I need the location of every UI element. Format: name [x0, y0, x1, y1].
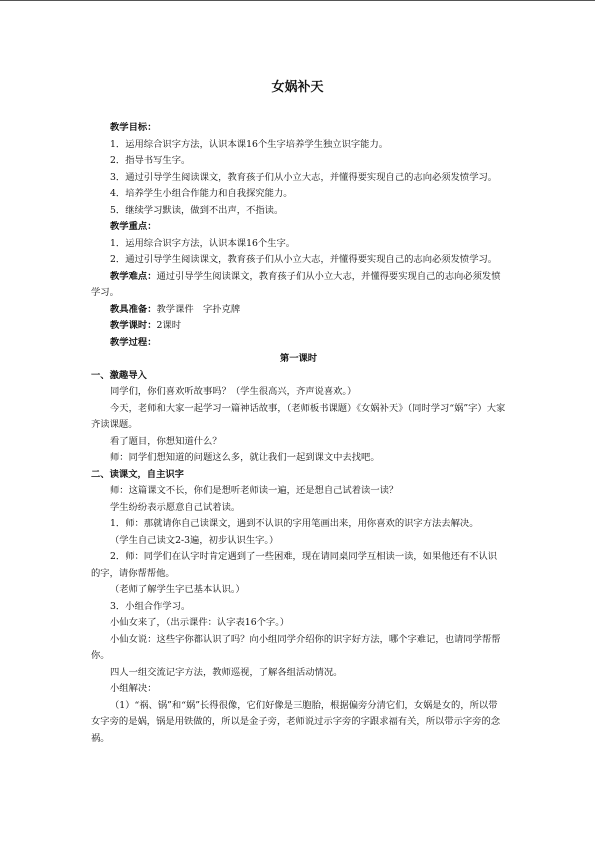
goal-item: 2．指导书写生字。	[110, 155, 191, 166]
paragraph: 四人一组交流记字方法，教师巡视，了解各组活动情况。	[110, 666, 343, 678]
paragraph: 小仙女说：这些字你都认识了吗？向小组同学介绍你的识字好方法，哪个字难记，也请同学帮帮你。	[91, 633, 501, 661]
goal-item: 5．继续学习默读，做到不出声，不指读。	[110, 204, 284, 216]
paragraph: 今天，老师和大家一起学习一篇神话故事，（老师板书课题）《女娲补天》（同时学习“娲”字）大家齐读课题。	[91, 402, 506, 430]
lesson-title: 第一课时	[279, 353, 318, 364]
paragraph: 2．师：同学们在认字时肯定遇到了一些困难，现在请同桌同学互相读一读，如果他还有不认识的字，请你帮帮他。	[91, 551, 498, 579]
goal-item: 1．运用综合识字方法，认识本课16个生字培养学生独立识字能力。	[110, 138, 389, 150]
process-heading: 教学过程：	[110, 336, 157, 348]
paragraph: 小仙女来了，（出示课件：认字表16个字。）	[110, 617, 290, 628]
difficulty-paragraph	[91, 269, 506, 302]
hours-paragraph	[91, 318, 506, 335]
paragraph: 同学们，你们喜欢听故事吗？（学生很高兴，齐声说喜欢。）	[110, 386, 357, 397]
paragraph: 小组解决：	[110, 683, 157, 694]
difficulty-text: 通过引导学生阅读课文，教育孩子们从小立大志，并懂得要实现自己的志向必须发愤学习。	[91, 270, 501, 298]
tools-text: 教学课件 字扑克牌	[156, 303, 241, 315]
paragraph: 学生纷纷表示愿意自己试着读。	[110, 501, 241, 513]
goals-heading: 教学目标：	[110, 122, 157, 133]
tools-paragraph	[91, 302, 506, 319]
goal-item: 4．培养学生小组合作能力和自我探究能力。	[110, 188, 293, 199]
tools-heading: 教具准备：	[110, 303, 157, 315]
paragraph: 师：这篇课文不长，你们是想听老师读一遍，还是想自己试着读一读？	[110, 485, 399, 496]
paragraph: （老师了解学生字已基本认识。）	[110, 584, 245, 595]
key-point-item: 1．运用综合识字方法，认识本课16个生字。	[110, 237, 296, 249]
paragraph: 师：同学们想知道的问题这么多，就让我们一起到课文中去找吧。	[110, 452, 380, 463]
hours-heading: 教学课时：	[110, 320, 157, 331]
section-heading: 一、激趣导入	[91, 369, 147, 381]
section-heading: 二、读课文，自主识字	[91, 468, 184, 480]
paragraph: （学生自己读文2-3遍，初步认识生字。）	[110, 534, 279, 546]
top-border-line	[0, 0, 595, 1]
document-body	[91, 120, 506, 747]
key-point-item: 2．通过引导学生阅读课文，教育孩子们从小立大志，并懂得要实现自己的志向必须发愤学习。	[110, 254, 498, 265]
difficulty-heading: 教学难点：	[110, 270, 157, 282]
paragraph: 3．小组合作学习。	[110, 600, 191, 612]
document-title: 女娲补天	[271, 80, 324, 95]
paragraph: 1．师：那就请你自己读课文，遇到不认识的字用笔画出来，用你喜欢的识字方法去解决。	[110, 518, 479, 529]
key-points-heading: 教学重点：	[110, 221, 157, 232]
paragraph: 看了题目，你想知道什么？	[110, 435, 222, 447]
paragraph: （1）“祸、锅”和“娲”长得很像，它们好像是三胞胎，根据偏旁分清它们，女娲是女的，所以带女字旁的是娲，锅是用铁做的，所以是金子旁，老师说过示字旁的字跟求福有关，所以带示字旁的念祸。	[91, 699, 501, 744]
goal-item: 3．通过引导学生阅读课文，教育孩子们从小立大志，并懂得要实现自己的志向必须发愤学习。	[110, 171, 498, 183]
hours-text: 2课时	[156, 320, 182, 331]
